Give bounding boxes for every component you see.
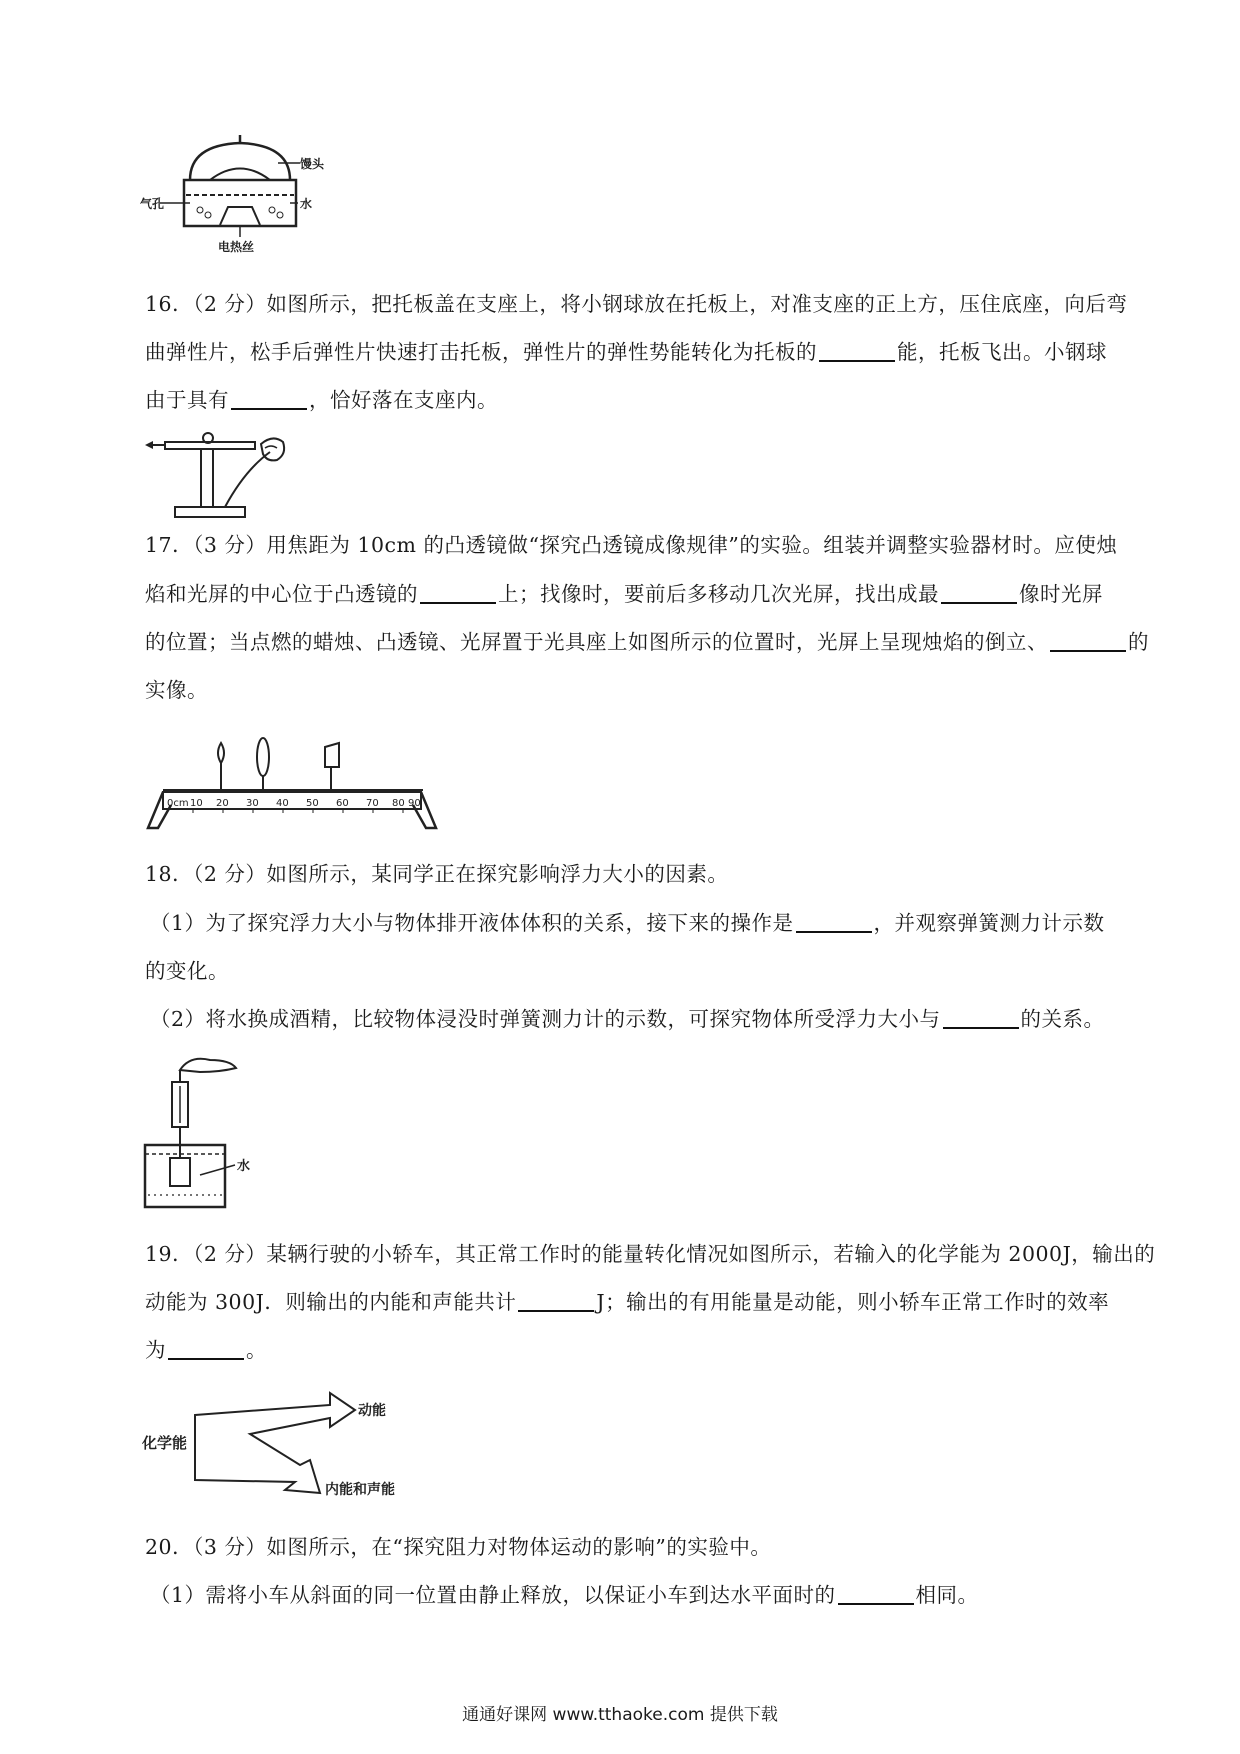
answer-blank[interactable]: [796, 911, 872, 933]
q18-score: （2 分）: [193, 862, 267, 886]
answer-blank[interactable]: [518, 1290, 594, 1312]
answer-blank[interactable]: [838, 1583, 914, 1605]
answer-blank[interactable]: [1050, 630, 1126, 652]
q16-text2b: 能，托板飞出。小钢球: [897, 340, 1107, 364]
q18-number: 18．: [145, 862, 194, 886]
q17-text2c: 像时光屏: [1019, 582, 1103, 606]
q16-line3: [145, 386, 1130, 414]
q20-p1a: （1）需将小车从斜面的同一位置由静止释放，以保证小车到达水平面时的: [150, 1583, 836, 1607]
q18-p1b: ，并观察弹簧测力计示数: [873, 911, 1105, 935]
q17-text2b: 上；找像时，要前后多移动几次光屏，找出成最: [498, 582, 939, 606]
bench-tick-90: 90: [408, 798, 421, 809]
q17-text3a: 的位置；当点燃的蜡烛、凸透镜、光屏置于光具座上如图所示的位置时，光屏上呈现烛焰的倒立、: [145, 630, 1048, 654]
q18-part2: [150, 1005, 1135, 1033]
q18-part1-line1: [150, 909, 1135, 937]
q19-text2b: J；输出的有用能量是动能，则小轿车正常工作时的效率: [596, 1290, 1110, 1314]
bench-tick-60: 60: [336, 798, 349, 809]
q16-text2a: 曲弹性片，松手后弹性片快速打击托板，弹性片的弹性势能转化为托板的: [145, 340, 817, 364]
q20-text1: 如图所示，在“探究阻力对物体运动的影响”的实验中。: [266, 1535, 772, 1559]
q18-text1: 如图所示，某同学正在探究影响浮力大小的因素。: [266, 862, 729, 886]
q16-number: 16．: [145, 292, 194, 316]
q18-part1-line2: [145, 957, 1130, 985]
bench-tick-30: 30: [246, 798, 259, 809]
answer-blank[interactable]: [943, 1007, 1019, 1029]
q16-text3a: 由于具有: [145, 388, 229, 412]
q19-text1: 某辆行驶的小轿车，其正常工作时的能量转化情况如图所示，若输入的化学能为 2000J，输出的: [266, 1242, 1156, 1266]
bench-tick-20: 20: [216, 798, 229, 809]
q17-line1: [145, 531, 1130, 559]
energy-input-label: 化学能: [142, 1434, 188, 1452]
q20-p1b: 相同。: [915, 1583, 979, 1607]
q19-text3a: 为: [145, 1338, 166, 1362]
q16-score: （2 分）: [193, 292, 267, 316]
q19-score: （2 分）: [193, 1242, 267, 1266]
bench-tick-10: 10: [190, 798, 203, 809]
bench-tick-0: 0cm: [167, 798, 189, 809]
steamer-label-vent: 气孔: [140, 197, 165, 211]
answer-blank[interactable]: [819, 340, 895, 362]
q17-text2a: 焰和光屏的中心位于凸透镜的: [145, 582, 418, 606]
energy-output-heat-sound: 内能和声能: [325, 1482, 395, 1498]
bench-tick-40: 40: [276, 798, 289, 809]
energy-flow-figure: [140, 1390, 460, 1510]
q16-text1: 如图所示，把托板盖在支座上，将小钢球放在托板上，对准支座的正上方，压住底座，向后弯: [266, 292, 1128, 316]
q19-line2: [145, 1288, 1130, 1316]
beaker-label-water: 水: [237, 1159, 251, 1174]
q19-line1: [145, 1240, 1156, 1268]
q16-line1: [145, 290, 1130, 318]
spring-scale-figure: [140, 1050, 270, 1215]
q17-number: 17．: [145, 533, 194, 557]
steamer-label-water: 水: [300, 197, 313, 211]
q19-number: 19．: [145, 1242, 194, 1266]
q18-p2b: 的关系。: [1020, 1007, 1105, 1031]
page-footer: 通通好课网 www.tthaoke.com 提供下载: [462, 1705, 778, 1725]
q19-line3: [145, 1336, 1130, 1364]
q18-p2a: （2）将水换成酒精，比较物体浸没时弹簧测力计的示数，可探究物体所受浮力大小与: [150, 1007, 941, 1031]
q17-line4: [145, 676, 1130, 704]
ball-apparatus-figure: [145, 430, 305, 520]
q20-number: 20．: [145, 1535, 194, 1559]
answer-blank[interactable]: [941, 582, 1017, 604]
optical-bench-figure: [143, 735, 443, 835]
q19-text3b: 。: [246, 1338, 267, 1362]
bench-tick-70: 70: [366, 798, 379, 809]
answer-blank[interactable]: [231, 388, 307, 410]
steamer-figure: [140, 135, 325, 255]
q17-line2: [145, 580, 1130, 608]
q17-text3b: 的: [1128, 630, 1149, 654]
q20-score: （3 分）: [193, 1535, 267, 1559]
q16-line2: [145, 338, 1130, 366]
q20-part1: [150, 1581, 1135, 1609]
steamer-label-heater: 电热丝: [218, 240, 255, 254]
q17-text4: 实像。: [145, 678, 208, 702]
q17-text1: 用焦距为 10cm 的凸透镜做“探究凸透镜成像规律”的实验。组装并调整实验器材时。应使烛: [266, 533, 1118, 557]
q17-score: （3 分）: [193, 533, 267, 557]
energy-output-kinetic: 动能: [358, 1403, 386, 1419]
q18-line1: [145, 860, 1130, 888]
answer-blank[interactable]: [420, 582, 496, 604]
q18-p1c: 的变化。: [145, 959, 229, 983]
steamer-label-bun: 馒头: [300, 157, 325, 171]
q18-p1a: （1）为了探究浮力大小与物体排开液体体积的关系，接下来的操作是: [150, 911, 794, 935]
q16-text3b: ，恰好落在支座内。: [309, 388, 498, 412]
q20-line1: [145, 1533, 1130, 1561]
bench-tick-50: 50: [306, 798, 319, 809]
answer-blank[interactable]: [168, 1338, 244, 1360]
bench-tick-80: 80: [392, 798, 405, 809]
q19-text2a: 动能为 300J．则输出的内能和声能共计: [145, 1290, 517, 1314]
q17-line3: [145, 628, 1149, 656]
